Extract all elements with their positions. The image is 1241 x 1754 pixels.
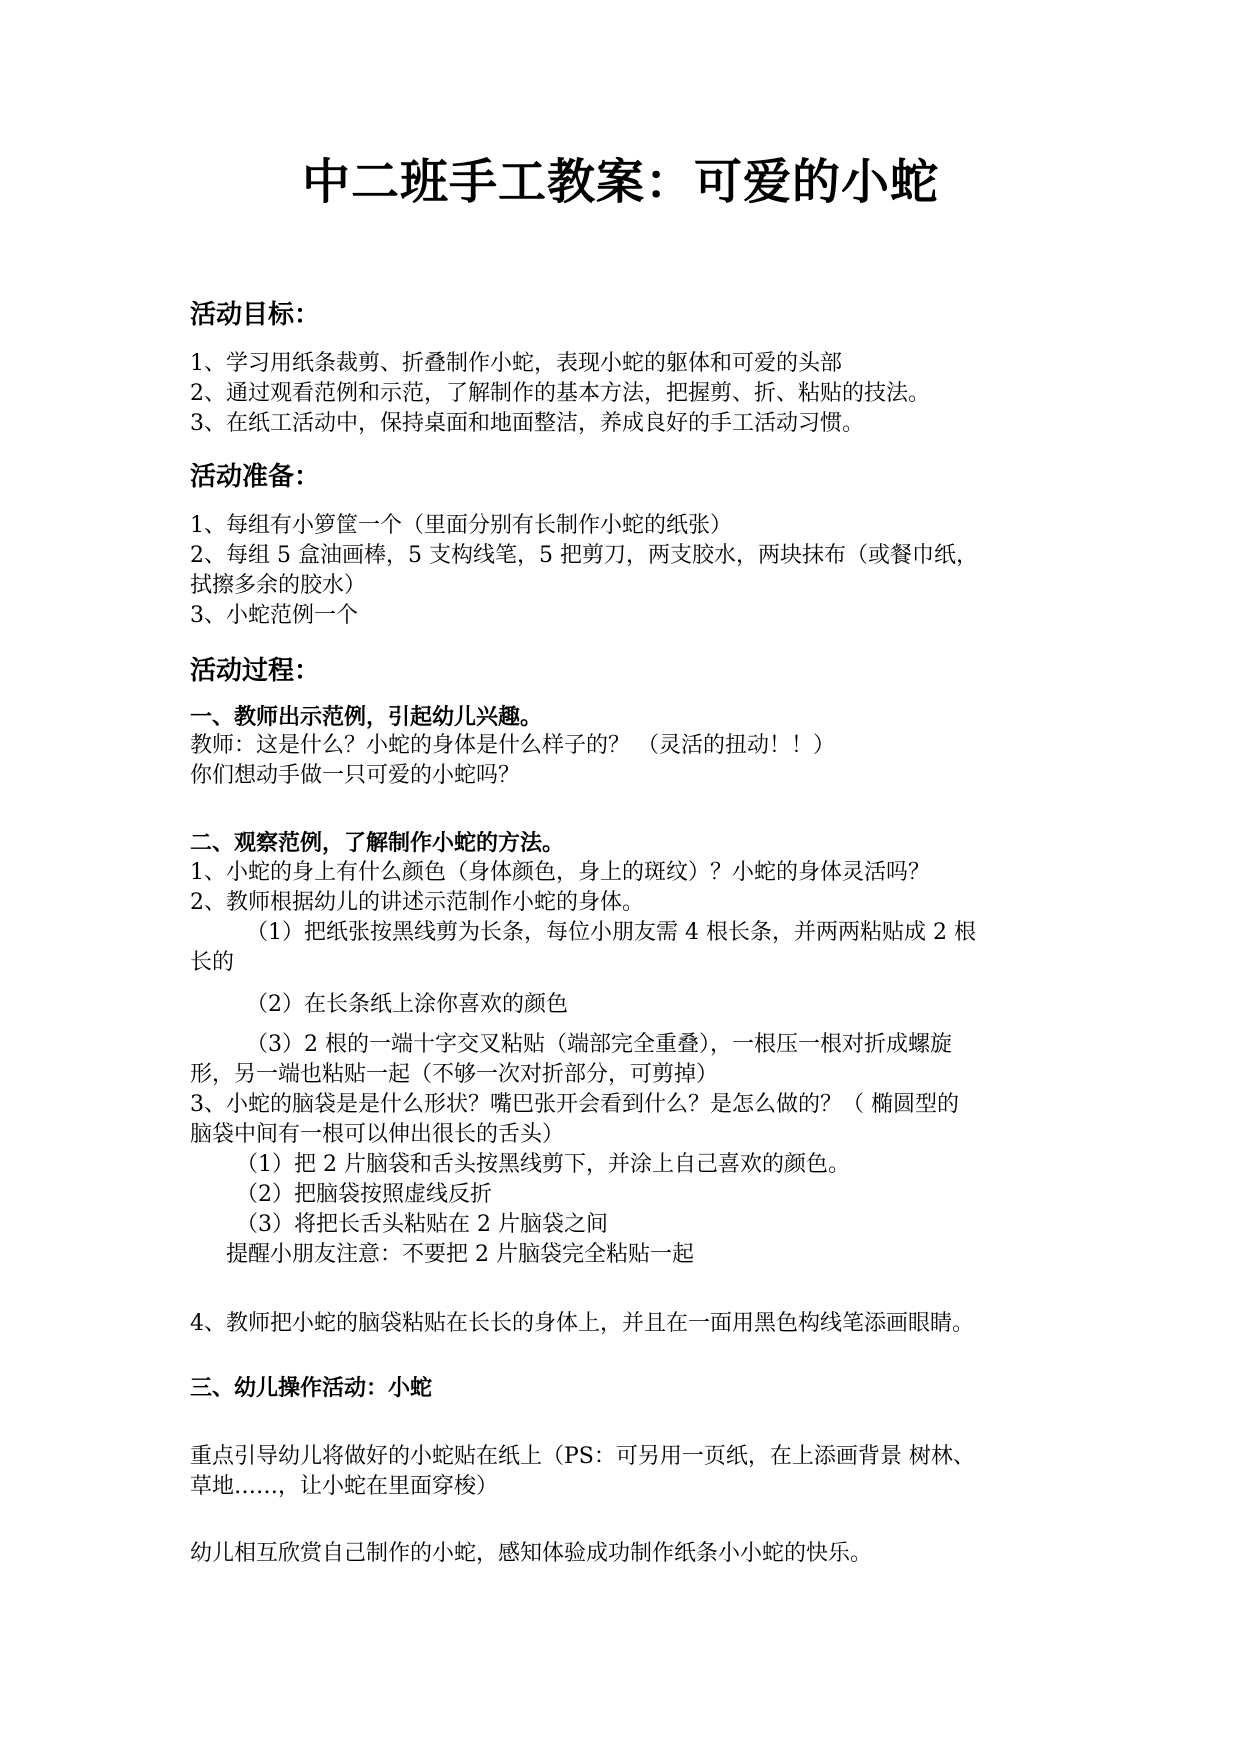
goal-item: 3、在纸工活动中，保持桌面和地面整洁，养成良好的手工活动习惯。 bbox=[190, 411, 864, 436]
part2-line: （3）2 根的一端十字交叉粘贴（端部完全重叠），一根压一根对折成螺旋 bbox=[246, 1032, 952, 1057]
prep-item: 拭擦多余的胶水） bbox=[190, 573, 367, 598]
part2-line: （1）把纸张按黑线剪为长条，每位小朋友需 4 根长条，并两两粘贴成 2 根 bbox=[246, 920, 976, 945]
prep-item: 2、每组 5 盒油画棒，5 支构线笔，5 把剪刀，两支胶水，两块抹布（或餐巾纸， bbox=[190, 543, 978, 568]
page-title: 中二班手工教案：可爱的小蛇 bbox=[301, 154, 939, 210]
prep-heading: 活动准备： bbox=[190, 462, 321, 492]
part1-line: 你们想动手做一只可爱的小蛇吗？ bbox=[190, 763, 521, 788]
part2-line: 提醒小朋友注意：不要把 2 片脑袋完全粘贴一起 bbox=[226, 1242, 694, 1267]
part2-line: （3）将把长舌头粘贴在 2 片脑袋之间 bbox=[236, 1212, 608, 1237]
part3-line: 草地……，让小蛇在里面穿梭） bbox=[190, 1474, 499, 1499]
goal-item: 2、通过观看范例和示范，了解制作的基本方法，把握剪、折、粘贴的技法。 bbox=[190, 381, 930, 406]
part3-heading: 三、幼儿操作活动：小蛇 bbox=[190, 1376, 433, 1401]
part2-line: 2、教师根据幼儿的讲述示范制作小蛇的身体。 bbox=[190, 890, 644, 915]
part2-line: 脑袋中间有一根可以伸出很长的舌头） bbox=[190, 1122, 565, 1147]
part2-heading: 二、观察范例，了解制作小蛇的方法。 bbox=[190, 831, 565, 856]
part2-line: 3、小蛇的脑袋是是什么形状？嘴巴张开会看到什么？是怎么做的？（ 椭圆型的 bbox=[190, 1092, 959, 1117]
part2-line: （2）把脑袋按照虚线反折 bbox=[236, 1182, 492, 1207]
part1-heading: 一、教师出示范例，引起幼儿兴趣。 bbox=[190, 705, 543, 730]
part3-line: 重点引导幼儿将做好的小蛇贴在纸上（PS：可另用一页纸，在上添画背景 树林、 bbox=[190, 1444, 975, 1469]
prep-item: 3、小蛇范例一个 bbox=[190, 603, 358, 628]
part2-line: 4、教师把小蛇的脑袋粘贴在长长的身体上，并且在一面用黑色构线笔添画眼睛。 bbox=[190, 1311, 974, 1336]
prep-item: 1、每组有小箩筐一个（里面分别有长制作小蛇的纸张） bbox=[190, 513, 732, 538]
part2-line: （1）把 2 片脑袋和舌头按黑线剪下，并涂上自己喜欢的颜色。 bbox=[236, 1152, 850, 1177]
part2-line: （2）在长条纸上涂你喜欢的颜色 bbox=[246, 992, 568, 1017]
goals-heading: 活动目标： bbox=[190, 300, 321, 330]
goal-item: 1、学习用纸条裁剪、折叠制作小蛇，表现小蛇的躯体和可爱的头部 bbox=[190, 351, 842, 376]
part3-line: 幼儿相互欣赏自己制作的小蛇，感知体验成功制作纸条小小蛇的快乐。 bbox=[190, 1541, 873, 1566]
process-heading: 活动过程： bbox=[190, 656, 321, 686]
part2-line: 长的 bbox=[190, 950, 235, 975]
part2-line: 1、小蛇的身上有什么颜色（身体颜色，身上的斑纹）？小蛇的身体灵活吗？ bbox=[190, 860, 930, 885]
part2-line: 形，另一端也粘贴一起（不够一次对折部分，可剪掉） bbox=[190, 1062, 719, 1087]
part1-line: 教师：这是什么？小蛇的身体是什么样子的？ （灵活的扭动！！） bbox=[190, 733, 835, 758]
